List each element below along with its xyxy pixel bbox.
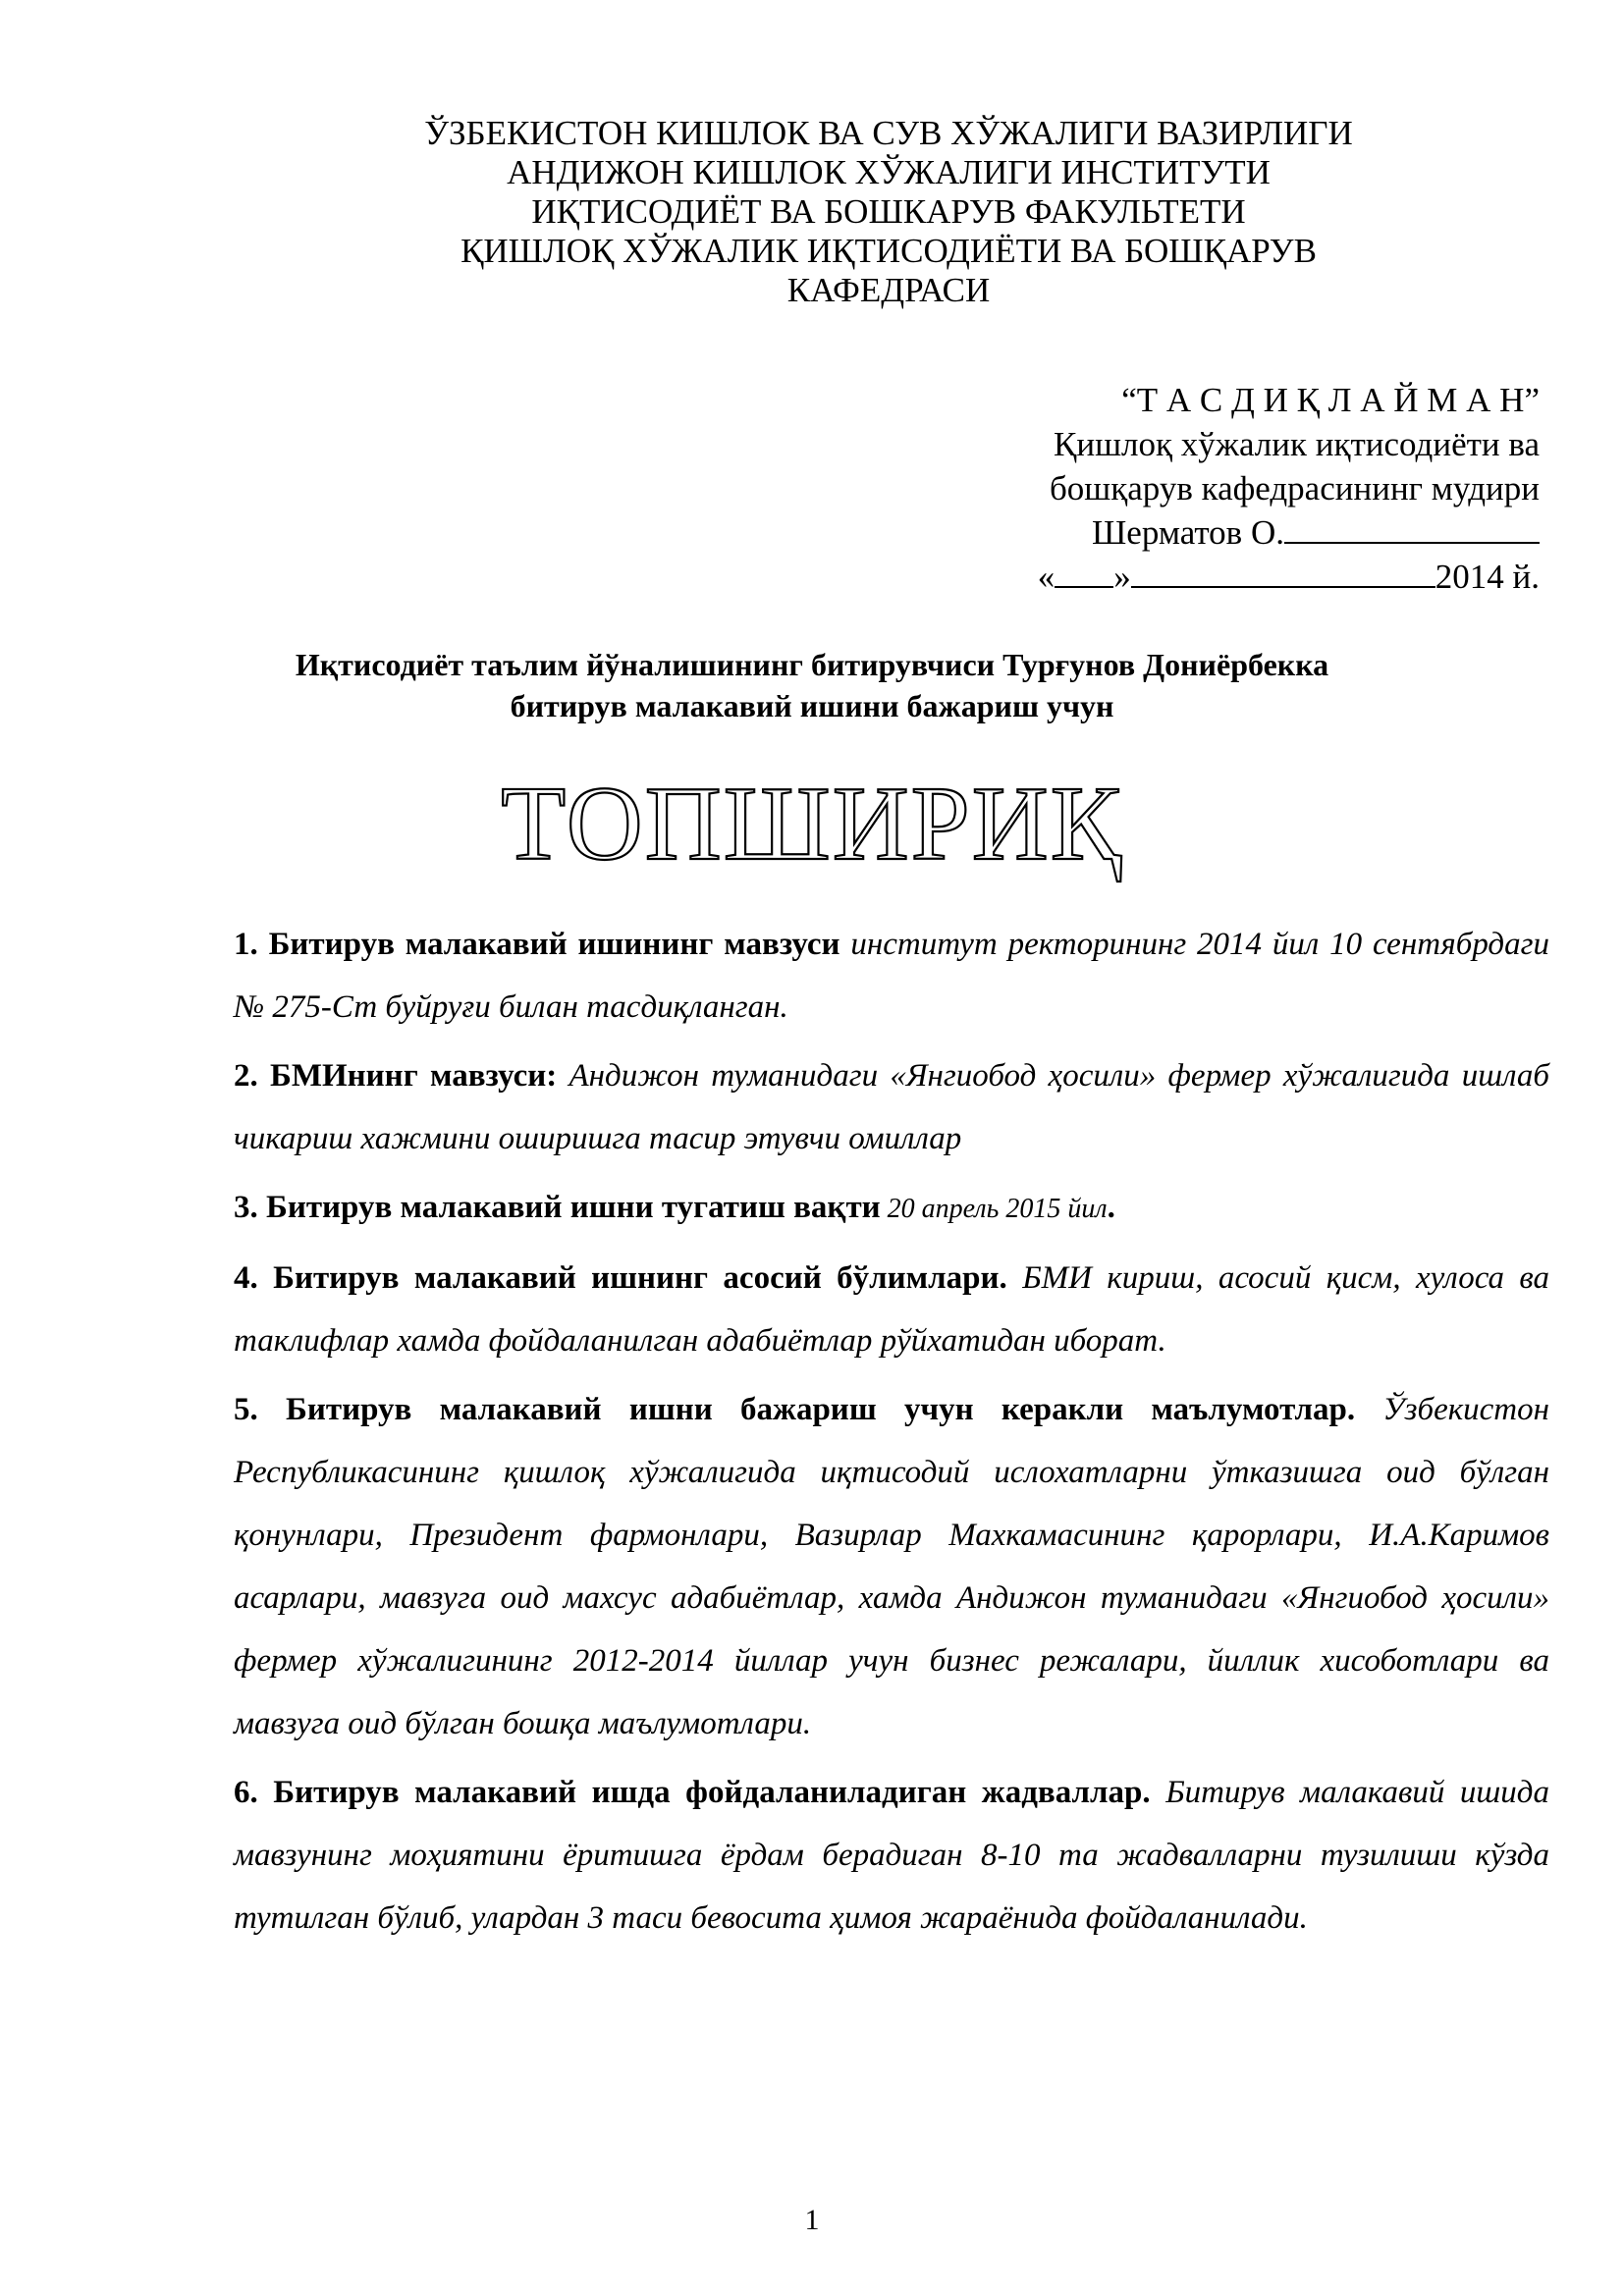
item-label: 1. Битирув малакавий ишининг мавзуси [234,927,840,962]
faculty-line: ИҚТИСОДИЁТ ВА БОШКАРУВ ФАКУЛЬТЕТИ [531,192,1246,231]
item-text: 20 апрель 2015 йил [880,1194,1108,1224]
task-item-1 [234,913,1549,1039]
task-items [234,913,1549,1955]
task-item-6 [234,1761,1549,1949]
approval-year: 2014 й. [1435,558,1540,596]
approval-date-line [852,555,1540,599]
item-text: Андижон туманидаги «Янгиобод ҳосили» фермер хўжалигида ишлаб чикариш хажмини оширишга тасир этувчи омиллар [234,1058,1549,1156]
page-number: 1 [804,2204,820,2236]
task-item-2 [234,1044,1549,1170]
institute-line: АНДИЖОН КИШЛОК ХЎЖАЛИГИ ИНСТИТУТИ [507,153,1271,191]
signature-blank [1284,512,1540,544]
task-item-5 [234,1378,1549,1755]
ministry-line: ЎЗБЕКИСТОН КИШЛОК ВА СУВ ХЎЖАЛИГИ ВАЗИРЛИГИ [424,114,1353,152]
approval-block [852,378,1540,599]
item-label: 3. Битирув малакавий ишни тугатиш вақти [234,1190,881,1225]
task-item-4 [234,1247,1549,1372]
task-heading-line2: битирув малакавий ишини бажариш учун [510,688,1114,723]
approval-position-line2: бошқарув кафедрасининг мудири [1050,469,1540,507]
title-outline-text [370,756,1254,893]
item-label: 6. Битирув малакавий ишда фойдаланиладиган жадваллар. [234,1775,1151,1810]
item-text: БМИ кириш, асосий қисм, хулоса ва таклифлар хамда фойдаланилган адабиётлар рўйхатидан иборат. [234,1260,1549,1359]
date-quote-close: » [1113,558,1131,596]
day-blank [1055,557,1113,588]
task-heading-line1: Иқтисодиёт таълим йўналишининг битирувчиси Турғунов Дониёрбекка [295,647,1329,682]
task-item-3 [234,1176,1549,1241]
document-title [0,756,1624,893]
item-label: 5. Битирув малакавий ишни бажариш учун керакли маълумотлар. [234,1392,1356,1427]
approval-title: “Т А С Д И Қ Л А Й М А Н” [1121,381,1540,419]
item-text: институт ректорининг 2014 йил 10 сентябрдаги № 275-Ст буйруғи билан тасдиқланган. [234,927,1550,1025]
item-text: Битирув малакавий ишида мавзунинг моҳиятини ёритишга ёрдам берадиган 8-10 та жадвалларни тузилиши кўзда тутилган бўлиб, улардан 3 таси бевосита ҳимоя жараёнида фойдаланилади. [234,1775,1549,1936]
department-line: ҚИШЛОҚ ХЎЖАЛИК ИҚТИСОДИЁТИ ВА БОШҚАРУВ [460,232,1317,270]
approval-position-line1: Қишлоқ хўжалик иқтисодиёти ва [1054,425,1540,463]
date-quote-open: « [1037,558,1056,596]
department-line-2: КАФЕДРАСИ [786,271,991,309]
item-end-mark: . [1107,1190,1115,1225]
approval-signature-line [852,510,1540,555]
title-text: ТОПШИРИҚ [501,766,1123,882]
task-heading [196,644,1428,726]
item-label: 2. БМИнинг мавзуси: [234,1058,558,1094]
institution-header [324,114,1453,310]
item-text: Ўзбекистон Республикасининг қишлоқ хўжалигида иқтисодий ислохатларни ўтказишга оид бўлган қонунлари, Президент фармонлари, Вазирлар Махкамасининг қарорлари, И.А.Каримов асарлари, мавзуга оид махсус адабиётлар, хамда Андижон туманидаги «Янгиобод ҳосили» фермер хўжалигининг 2012-2014 йиллар учун бизнес режалари, йиллик хисоботлари ва мавзуга оид бўлган бошқа маълумотлари. [234,1392,1550,1741]
month-blank [1131,557,1435,588]
approver-name: Шерматов О. [1092,513,1284,552]
item-label: 4. Битирув малакавий ишнинг асосий бўлимлари. [234,1260,1007,1296]
